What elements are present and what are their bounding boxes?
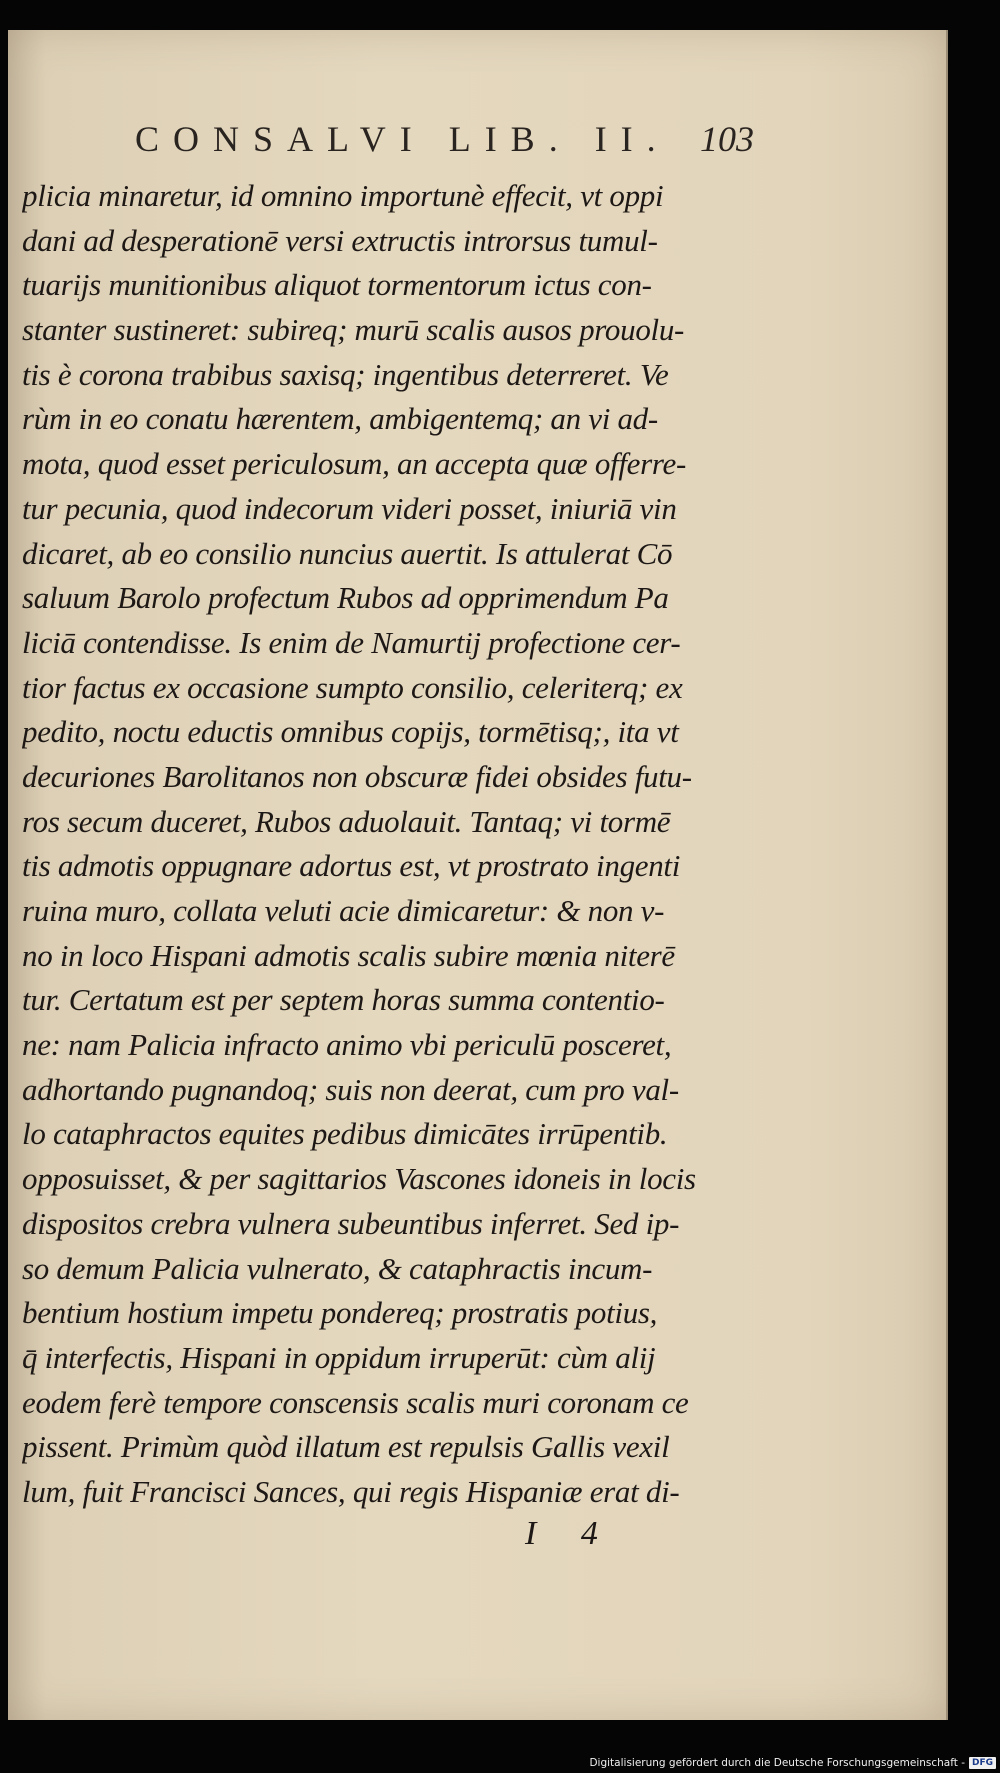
text-line: no in loco Hispani admotis scalis subire mœnia niterē — [22, 937, 675, 973]
digitization-credit — [589, 1757, 996, 1769]
text-line: tis è corona trabibus saxisq; ingentibus deterreret. Ve — [22, 356, 669, 392]
text-line: dispositos crebra vulnera subeuntibus inferret. Sed ip- — [22, 1205, 680, 1241]
text-line: adhortando pugnandoq; suis non deerat, cum pro val- — [22, 1071, 679, 1107]
body-text — [22, 174, 752, 1515]
text-line: decuriones Barolitanos non obscuræ fidei obsides futu- — [22, 758, 692, 794]
text-line: ne: nam Palicia infracto animo vbi periculū posceret, — [22, 1027, 672, 1063]
text-line: tur. Certatum est per septem horas summa contentio- — [22, 982, 665, 1018]
text-line: tuarijs munitionibus aliquot tormentorum ictus con- — [22, 267, 652, 303]
text-line: plicia minaretur, id omnino importunè effecit, vt oppi — [22, 178, 664, 213]
text-line: liciā contendisse. Is enim de Namurtij profectione cer- — [22, 624, 681, 660]
text-line: dicaret, ab eo consilio nuncius auertit. Is attulerat Cō — [22, 535, 673, 571]
text-line: dani ad desperationē versi extructis introrsus tumul- — [22, 222, 658, 258]
text-line: tis admotis oppugnare adortus est, vt prostrato ingenti — [22, 848, 681, 884]
signature-mark: I 4 — [525, 1515, 616, 1552]
text-line: bentium hostium impetu pondereq; prostratis potius, — [22, 1295, 658, 1331]
text-line: pissent. Primùm quòd illatum est repulsis Gallis vexil — [22, 1429, 670, 1465]
text-line: ros secum duceret, Rubos aduolauit. Tantaq; vi tormē — [22, 803, 671, 839]
text-line: tur pecunia, quod indecorum videri posset, iniuriā vin — [22, 490, 677, 526]
text-line: tior factus ex occasione sumpto consilio, celeriterq; ex — [22, 669, 683, 705]
dfg-logo: DFG — [969, 1757, 996, 1769]
text-line: eodem ferè tempore conscensis scalis muri coronam ce — [22, 1384, 689, 1420]
text-line: stanter sustineret: subireq; murū scalis ausos prouolu- — [22, 312, 685, 348]
text-line: pedito, noctu eductis omnibus copijs, tormētisq;, ita vt — [22, 714, 679, 750]
text-line: q̄ interfectis, Hispani in oppidum irruperūt: cùm alij — [22, 1339, 656, 1375]
credit-text: Digitalisierung gefördert durch die Deutsche Forschungsgemeinschaft - — [589, 1757, 965, 1769]
text-line: ruina muro, collata veluti acie dimicaretur: & non v- — [22, 893, 665, 928]
page-number: 103 — [700, 119, 754, 159]
text-line: lo cataphractos equites pedibus dimicātes irrūpentib. — [22, 1116, 668, 1152]
text-line: lum, fuit Francisci Sances, qui regis Hispaniæ erat di- — [22, 1473, 680, 1509]
text-line: mota, quod esset periculosum, an accepta quæ offerre- — [22, 446, 686, 482]
text-line: opposuisset, & per sagittarios Vascones idoneis in locis — [22, 1161, 696, 1197]
running-head: CONSALVI LIB. II. — [135, 119, 670, 159]
text-line: rùm in eo conatu hærentem, ambigentemq; an vi ad- — [22, 401, 658, 437]
text-line: saluum Barolo profectum Rubos ad opprimendum Pa — [22, 580, 669, 616]
text-line: so demum Palicia vulnerato, & cataphractis incum- — [22, 1250, 653, 1286]
